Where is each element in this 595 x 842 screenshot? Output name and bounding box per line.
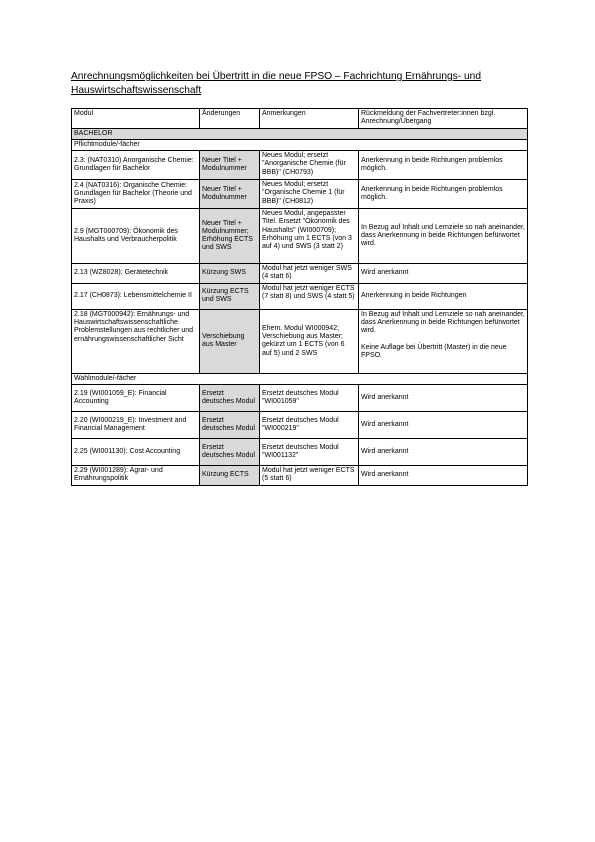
cell-modul: 2.25 (WI001130): Cost Accounting bbox=[72, 439, 200, 466]
subsection-row bbox=[72, 139, 528, 150]
cell-anmerkung: Ersetzt deutsches Modul "WI001132" bbox=[260, 439, 359, 466]
subsection-pflicht: Pflichtmodule/-fächer bbox=[72, 139, 528, 150]
cell-aenderung: Neuer Titel + Modulnummer bbox=[200, 180, 260, 209]
cell-anmerkung: Modul hat jetzt weniger ECTS (7 statt 8) und SWS (4 statt 5) bbox=[260, 283, 359, 309]
col-header-rueckmeldung: Rückmeldung der Fachvertreter:innen bzgl. Anrechnung/Übergang bbox=[359, 109, 528, 129]
cell-aenderung: Ersetzt deutsches Modul bbox=[200, 385, 260, 412]
col-header-aenderungen: Änderungen bbox=[200, 109, 260, 129]
cell-modul: 2.18 (MGT000942): Ernährungs- und Hauswirtschaftswissenschaftliche Problemstellungen aus rechtlicher und ernährungswissenschaftlicher Sicht bbox=[72, 309, 200, 373]
table-row bbox=[72, 309, 528, 373]
col-header-anmerkungen: Anmerkungen bbox=[260, 109, 359, 129]
table-row bbox=[72, 412, 528, 439]
cell-modul: 2.19 (WI001059_E): Financial Accounting bbox=[72, 385, 200, 412]
cell-modul: 2.13 (WZ8028): Gerätetechnik bbox=[72, 264, 200, 284]
subsection-row bbox=[72, 373, 528, 384]
cell-rueckmeldung: Anerkennung in beide Richtungen problemlos möglich. bbox=[359, 180, 528, 209]
paragraph-gap bbox=[361, 336, 525, 344]
cell-modul: 2.9 (MGT000709): Ökonomik des Haushalts und Verbraucherpolitik bbox=[72, 209, 200, 264]
subsection-wahl: Wahlmodule/-fächer bbox=[72, 373, 528, 384]
cell-aenderung: Kürzung ECTS und SWS bbox=[200, 283, 260, 309]
cell-aenderung: Kürzung ECTS bbox=[200, 466, 260, 486]
cell-anmerkung: Neues Modul; ersetzt "Organische Chemie 1 (für BBB)" (CH0812) bbox=[260, 180, 359, 209]
table-row bbox=[72, 283, 528, 309]
cell-anmerkung: Modul hat jetzt weniger SWS (4 statt 6) bbox=[260, 264, 359, 284]
cell-modul: 2.3: (NAT0310) Anorganische Chemie: Grundlagen für Bachelor bbox=[72, 151, 200, 180]
table-row bbox=[72, 466, 528, 486]
cell-rueckmeldung: Wird anerkannt bbox=[359, 466, 528, 486]
cell-anmerkung: Modul hat jetzt weniger ECTS (5 statt 6) bbox=[260, 466, 359, 486]
cell-aenderung: Kürzung SWS bbox=[200, 264, 260, 284]
section-row bbox=[72, 128, 528, 139]
table-row bbox=[72, 180, 528, 209]
cell-rueckmeldung: In Bezug auf Inhalt und Lernziele so nah aneinander, dass Anerkennung in beide Richtungen befürwortet wird. bbox=[359, 209, 528, 264]
cell-anmerkung: Ersetzt deutsches Modul "WI001059" bbox=[260, 385, 359, 412]
cell-anmerkung: Neues Modul, angepasster Titel. Ersetzt "Ökonomik des Haushalts" (WI000709); Erhöhung um 1 ECTS (von 3 auf 4) und SWS (3 statt 2) bbox=[260, 209, 359, 264]
cell-rueckmeldung: Wird anerkannt bbox=[359, 412, 528, 439]
cell-rueckmeldung: Wird anerkannt bbox=[359, 264, 528, 284]
anrechnung-table bbox=[71, 108, 528, 486]
cell-aenderung: Neuer Titel + Modulnummer bbox=[200, 151, 260, 180]
cell-rueckmeldung: Anerkennung in beide Richtungen bbox=[359, 283, 528, 309]
header-row bbox=[72, 109, 528, 129]
col-header-modul: Modul bbox=[72, 109, 200, 129]
cell-anmerkung: Neues Modul; ersetzt "Anorganische Chemie (für BBB)" (CH0793) bbox=[260, 151, 359, 180]
section-bachelor: BACHELOR bbox=[72, 128, 528, 139]
cell-modul: 2.20 (WI000219_E): Investment and Financial Management bbox=[72, 412, 200, 439]
cell-aenderung: Ersetzt deutsches Modul bbox=[200, 439, 260, 466]
rueckmeldung-text: In Bezug auf Inhalt und Lernziele so nah aneinander, dass Anerkennung in beide Richtungen befürwortet wird. bbox=[361, 310, 525, 335]
cell-aenderung: Ersetzt deutsches Modul bbox=[200, 412, 260, 439]
cell-rueckmeldung bbox=[359, 309, 528, 373]
cell-aenderung: Neuer Titel + Modulnummer; Erhöhung ECTS und SWS bbox=[200, 209, 260, 264]
cell-aenderung: Verschiebung aus Master bbox=[200, 309, 260, 373]
table-row bbox=[72, 439, 528, 466]
rueckmeldung-note: Keine Auflage bei Übertritt (Master) in die neue FPSO. bbox=[361, 343, 507, 359]
cell-modul: 2.29 (WI001289): Agrar- und Ernährungspolitik bbox=[72, 466, 200, 486]
cell-modul: 2.17 (CH0873): Lebensmittelchemie II bbox=[72, 283, 200, 309]
table-row bbox=[72, 209, 528, 264]
document-title: Anrechnungsmöglichkeiten bei Übertritt in die neue FPSO – Fachrichtung Ernährungs- und Hauswirtschaftswissenschaft bbox=[71, 71, 481, 96]
cell-rueckmeldung: Wird anerkannt bbox=[359, 385, 528, 412]
cell-anmerkung: Ersetzt deutsches Modul "WI000219" bbox=[260, 412, 359, 439]
cell-rueckmeldung: Wird anerkannt bbox=[359, 439, 528, 466]
cell-anmerkung: Ehem. Modul WI000942; Verschiebung aus Master; gekürzt um 1 ECTS (von 6 auf 5) und 2 SWS bbox=[260, 309, 359, 373]
cell-rueckmeldung: Anerkennung in beide Richtungen problemlos möglich. bbox=[359, 151, 528, 180]
table-row bbox=[72, 151, 528, 180]
table-row bbox=[72, 385, 528, 412]
table-row bbox=[72, 264, 528, 284]
cell-modul: 2.4 (NAT0316): Organische Chemie: Grundlagen für Bachelor (Theorie und Praxis) bbox=[72, 180, 200, 209]
